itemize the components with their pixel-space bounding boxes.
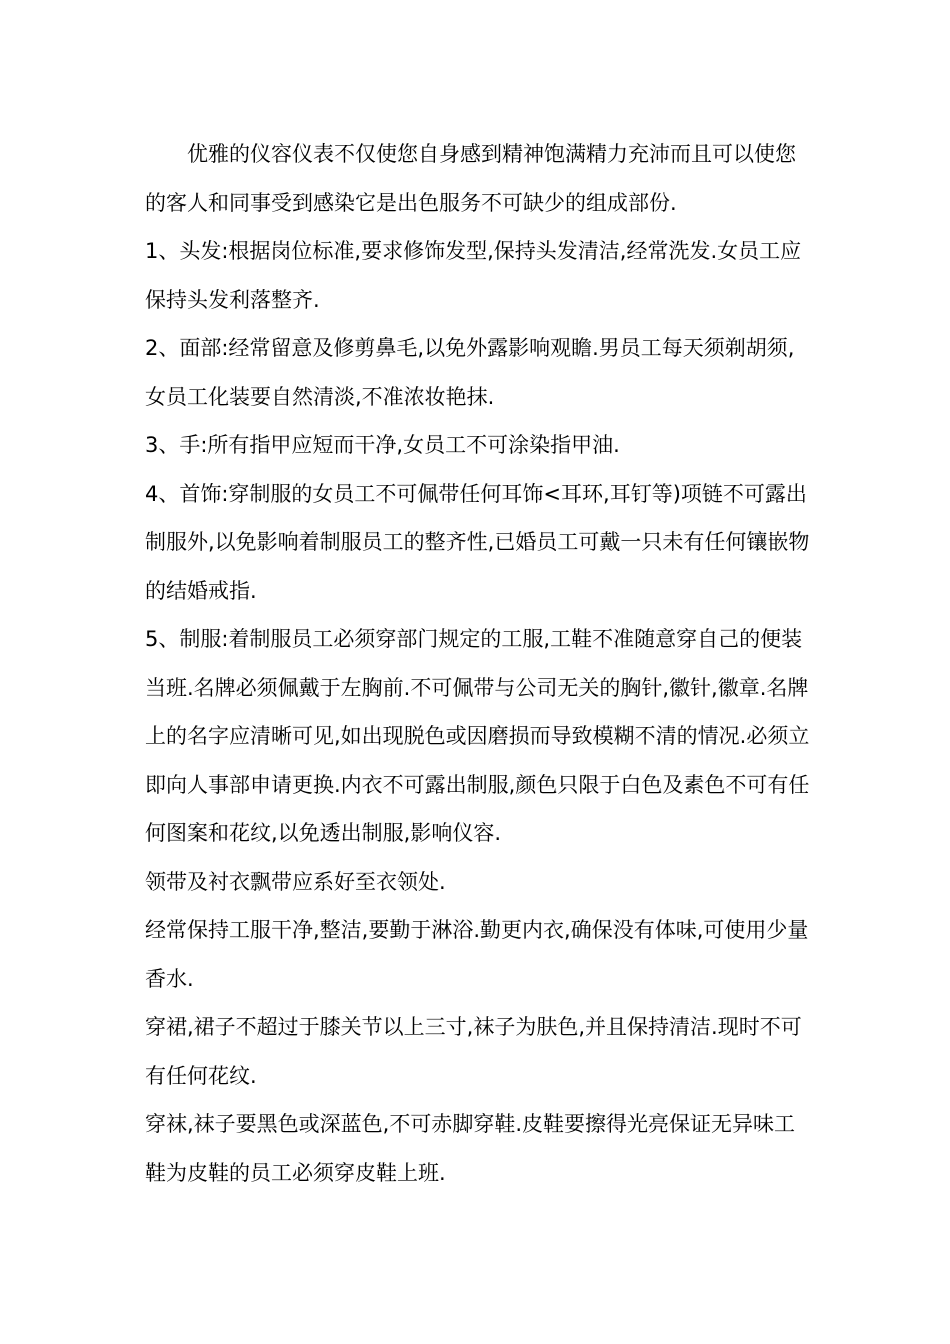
rule-cleanliness: 经常保持工服干净,整洁,要勤于淋浴.勤更内衣,确保没有体味,可使用少量香水. [145, 918, 809, 991]
rule-uniform: 5、制服:着制服员工必须穿部门规定的工服,工鞋不准随意穿自己的便装当班.名牌必须佩戴于左胸前.不可佩带与公司无关的胸针,徽针,徽章.名牌上的名字应清晰可见,如出现脱色或因磨损而导致模糊不清的情况.必须立即向人事部申请更换.内衣不可露出制服,颜色只限于白色及素色不可有任何图案和花纹,以免透出制服,影响仪容. [145, 627, 810, 845]
rule-skirt: 穿裙,裙子不超过于膝关节以上三寸,袜子为肤色,并且保持清洁.现时不可有任何花纹. [145, 1015, 802, 1088]
rule-jewelry: 4、首饰:穿制服的女员工不可佩带任何耳饰<耳环,耳钉等)项链不可露出制服外,以免影响着制服员工的整齐性,已婚员工可戴一只未有任何镶嵌物的结婚戒指. [145, 481, 810, 603]
rule-tie: 领带及衬衣飘带应系好至衣领处. [145, 869, 446, 894]
intro-paragraph: 优雅的仪容仪表不仅使您自身感到精神饱满精力充沛而且可以使您的客人和同事受到感染它是出色服务不可缺少的组成部份. [145, 142, 796, 215]
rule-socks-shoes: 穿袜,袜子要黑色或深蓝色,不可赤脚穿鞋.皮鞋要擦得光亮保证无异味工鞋为皮鞋的员工必须穿皮鞋上班. [145, 1112, 796, 1185]
rule-face: 2、面部:经常留意及修剪鼻毛,以免外露影响观瞻.男员工每天须剃胡须,女员工化装要自然清淡,不准浓妆艳抹. [145, 336, 795, 409]
rule-hair: 1、头发:根据岗位标准,要求修饰发型,保持头发清洁,经常洗发.女员工应保持头发利落整齐. [145, 239, 802, 312]
document-body [145, 130, 810, 1197]
rule-hands: 3、手:所有指甲应短而干净,女员工不可涂染指甲油. [145, 433, 620, 457]
